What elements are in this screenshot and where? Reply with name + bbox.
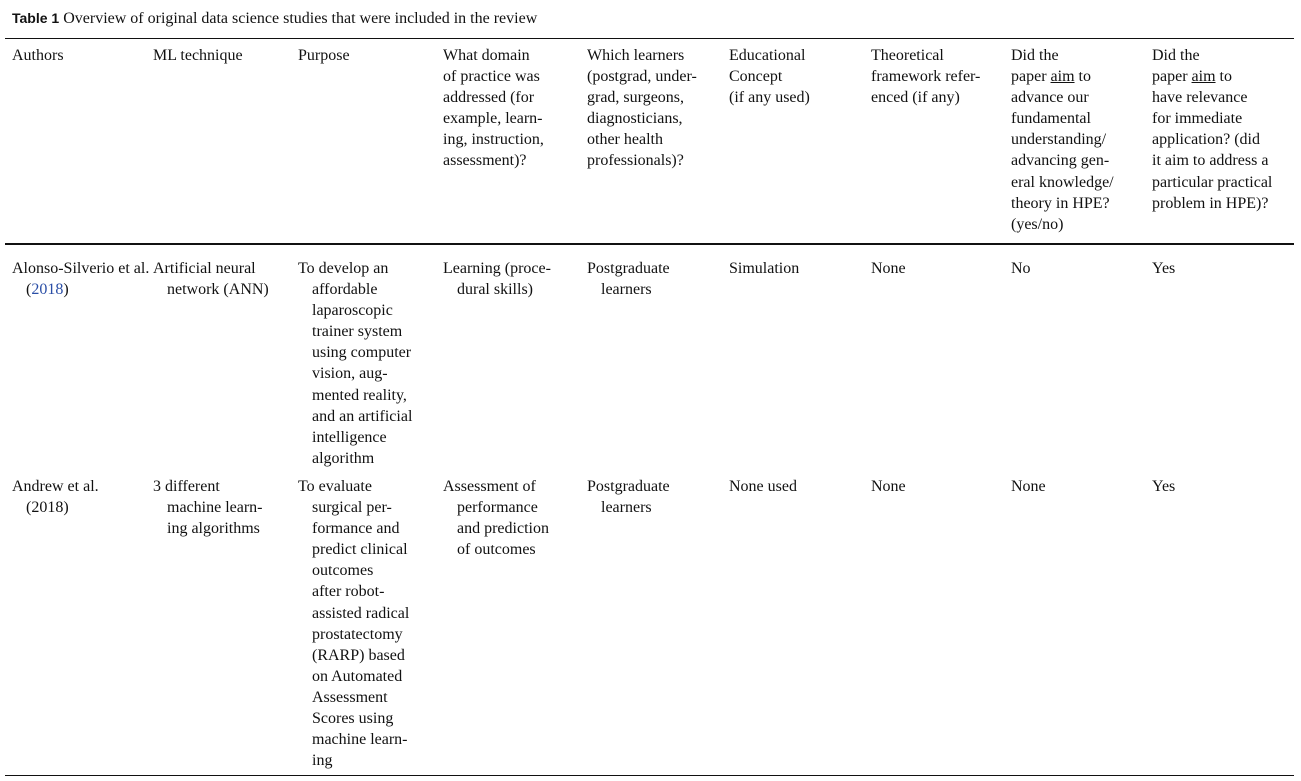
header-relevance-pre: Did the paper bbox=[1152, 47, 1200, 86]
header-rule bbox=[5, 243, 1294, 245]
header-purpose: Purpose bbox=[298, 47, 350, 64]
row2-domain: Assessment of performance and prediction of outcomes bbox=[443, 478, 549, 559]
row2-authors-name: Andrew et al. bbox=[12, 478, 99, 495]
row1-learners: Postgraduate learners bbox=[587, 260, 670, 299]
header-advance-pre: Did the paper bbox=[1011, 47, 1059, 86]
row2-ml-technique: 3 different machine learn- ing algorithms bbox=[153, 478, 263, 538]
table-bottom-rule bbox=[5, 775, 1294, 776]
row2-advance: None bbox=[1011, 478, 1046, 495]
header-advance bbox=[1011, 45, 1149, 235]
table-label: Table 1 bbox=[12, 10, 60, 26]
row1-ml-technique: Artificial neural network (ANN) bbox=[153, 260, 269, 299]
table-title: Overview of original data science studies that were included in the review bbox=[63, 10, 538, 27]
row1-purpose: To develop an affordable laparoscopic trainer system using computer vision, aug- mented reality, and an artificial intelligence algorithm bbox=[298, 260, 413, 467]
row1-authors: Alonso-Silverio et al. (2018) bbox=[12, 260, 150, 299]
header-relevance bbox=[1152, 45, 1297, 214]
header-ml-technique: ML technique bbox=[153, 47, 243, 64]
row1-concept: Simulation bbox=[729, 260, 800, 277]
row1-year-link[interactable]: 2018 bbox=[31, 281, 64, 299]
row2-learners: Postgraduate learners bbox=[587, 478, 670, 517]
header-concept: Educational Concept (if any used) bbox=[729, 47, 810, 107]
header-advance-aim: aim bbox=[1050, 68, 1075, 86]
header-relevance-aim: aim bbox=[1191, 68, 1216, 86]
row2-year: (2018) bbox=[26, 499, 69, 517]
row1-framework: None bbox=[871, 260, 906, 277]
row2-authors bbox=[12, 476, 154, 518]
row1-authors-name: Alonso-Silverio et al. bbox=[12, 260, 150, 277]
table-caption bbox=[12, 8, 537, 29]
row2-concept: None used bbox=[729, 478, 797, 495]
header-advance-post: to advance our fundamental understanding/ advancing gen- eral knowledge/ theory in HPE? (yes/no) bbox=[1011, 68, 1114, 233]
row1-advance: No bbox=[1011, 260, 1031, 277]
row1-relevance: Yes bbox=[1152, 260, 1176, 277]
row2-relevance: Yes bbox=[1152, 478, 1176, 495]
header-domain: What domain of practice was addressed (for example, learn- ing, instruction, assessment)? bbox=[443, 47, 544, 170]
table-top-rule bbox=[5, 38, 1294, 39]
row2-purpose: To evaluate surgical per- formance and predict clinical outcomes after robot- assisted radical prostatectomy (RARP) based on Automated Assessment Scores using machine learn- ing bbox=[298, 478, 410, 770]
header-learners: Which learners (postgrad, under- grad, surgeons, diagnosticians, other health professionals)? bbox=[587, 47, 697, 170]
row1-domain: Learning (proce- dural skills) bbox=[443, 260, 551, 299]
header-framework: Theoretical framework refer- enced (if any) bbox=[871, 47, 981, 107]
row2-framework: None bbox=[871, 478, 906, 495]
header-relevance-post: to have relevance for immediate application? (did it aim to address a particular practical problem in HPE)? bbox=[1152, 68, 1273, 212]
header-authors: Authors bbox=[12, 47, 64, 64]
